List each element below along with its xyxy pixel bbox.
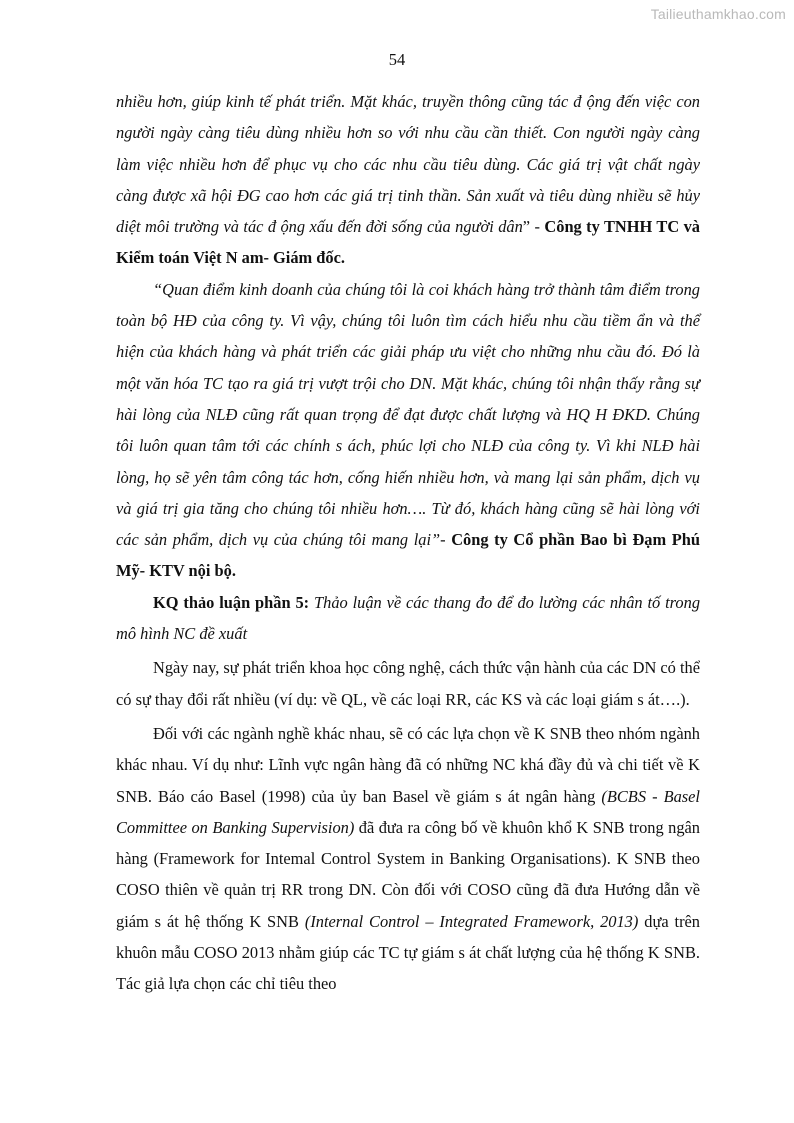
- quote-close: -: [440, 530, 452, 550]
- body-text: Đối với các ngành nghề khác nhau, sẽ có các lựa chọn về K SNB theo nhóm ngành khác nhau. Ví dụ như: Lĩnh vực ngân hàng đã có những NC khá đầy đủ và chi tiết về K SNB. Báo cáo Basel (1998) của ủy ban Basel về giám s át ngân hàng: [116, 723, 700, 806]
- watermark: Tailieuthamkhao.com: [650, 6, 786, 22]
- section-label: KQ thảo luận phần 5:: [153, 592, 310, 612]
- quote-text: nhiều hơn, giúp kinh tế phát triển. Mặt khác, truyền thông cũng tác đ ộng đến việc con người ngày càng tiêu dùng nhiều hơn so với nhu cầu cần thiết. Con người ngày càng làm việc nhiều hơn để phục vụ cho các nhu cầu tiêu dùng. Các giá trị vật chất ngày càng được xã hội ĐG cao hơn các giá trị tinh thần. Sản xuất và tiêu dùng nhiều sẽ hủy diệt môi trường và tác đ ộng xấu đến đời sống của người dân: [116, 92, 700, 237]
- quote-text: “Quan điểm kinh doanh của chúng tôi là coi khách hàng trở thành tâm điểm trong toàn bộ HĐ của công ty. Vì vậy, chúng tôi luôn tìm cách hiểu nhu cầu tiềm ẩn và thể hiện của khách hàng và phát triển các giải pháp ưu việt cho những nhu cầu đó. Đó là một văn hóa TC tạo ra giá trị vượt trội cho DN. Mặt khác, chúng tôi nhận thấy rằng sự hài lòng của NLĐ cũng rất quan trọng để đạt được chất lượng và HQ H ĐKD. Chúng tôi luôn quan tâm tới các chính s ách, phúc lợi cho NLĐ của công ty. Vì khi NLĐ hài lòng, họ sẽ yên tâm công tác hơn, cống hiến nhiều hơn, và mang lại sản phẩm, dịch vụ và giá trị gia tăng cho chúng tôi nhiều hơn…. Từ đó, khách hàng cũng sẽ hài lòng với các sản phẩm, dịch vụ của chúng tôi mang lại”: [116, 279, 700, 550]
- paragraph-1: [116, 86, 700, 274]
- paragraph-2: [116, 274, 700, 587]
- paragraph-5: [116, 718, 700, 1000]
- paragraph-3: [116, 587, 700, 650]
- quote-close: ” -: [522, 217, 545, 237]
- citation-coso: (Internal Control – Integrated Framework, 2013): [304, 911, 639, 931]
- section-topic: Thảo luận về các thang đo để đo lường các nhân tố trong mô hình NC đề xuất: [116, 592, 701, 644]
- quote-attribution: Công ty Cổ phần Bao bì Đạm Phú Mỹ- KTV nội bộ.: [116, 530, 700, 581]
- paragraph-4: Ngày nay, sự phát triển khoa học công nghệ, cách thức vận hành của các DN có thể có sự thay đổi rất nhiều (ví dụ: về QL, về các loại RR, các KS và các loại giám s át….).: [116, 658, 700, 709]
- citation-bcbs: (BCBS - Basel Committee on Banking Supervision): [116, 786, 700, 837]
- body-text: đã đưa ra công bố về khuôn khổ K SNB trong ngân hàng (Framework for Intemal Control System in Banking Organisations). K SNB theo COSO thiên về quản trị RR trong DN. Còn đối với COSO cũng đã đưa Hướng dẫn về giám s át hệ thống K SNB: [116, 817, 700, 931]
- page-number: 54: [388, 50, 406, 69]
- page-body: [116, 86, 700, 1000]
- body-text: dựa trên khuôn mẫu COSO 2013 nhằm giúp các TC tự giám s át chất lượng của hệ thống K SNB. Tác giả lựa chọn các chỉ tiêu theo: [116, 911, 700, 994]
- quote-attribution: Công ty TNHH TC và Kiểm toán Việt N am- Giám đốc.: [116, 217, 700, 268]
